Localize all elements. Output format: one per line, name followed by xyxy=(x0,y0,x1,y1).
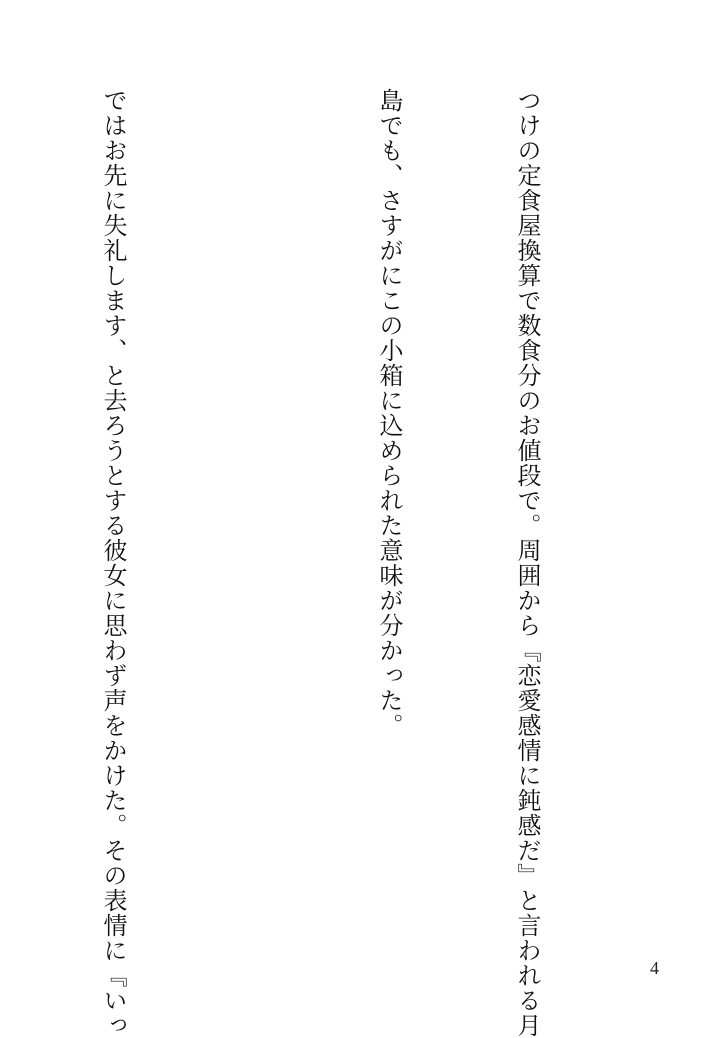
text-line: 島でも、さすがにこの小箱に込められた意味が分かった。 xyxy=(375,88,403,738)
vertical-text-block xyxy=(0,88,642,1038)
text-line: ではお先に失礼します、と去ろうとする彼女に思わず声をかけた。その表情に『いっ xyxy=(99,88,127,1038)
text-line: つけの定食屋換算で数食分のお値段で。周囲から『恋愛感情に鈍感だ』と言われる月 xyxy=(513,88,541,1038)
page-number: 4 xyxy=(650,958,659,978)
blank-line xyxy=(228,88,274,948)
